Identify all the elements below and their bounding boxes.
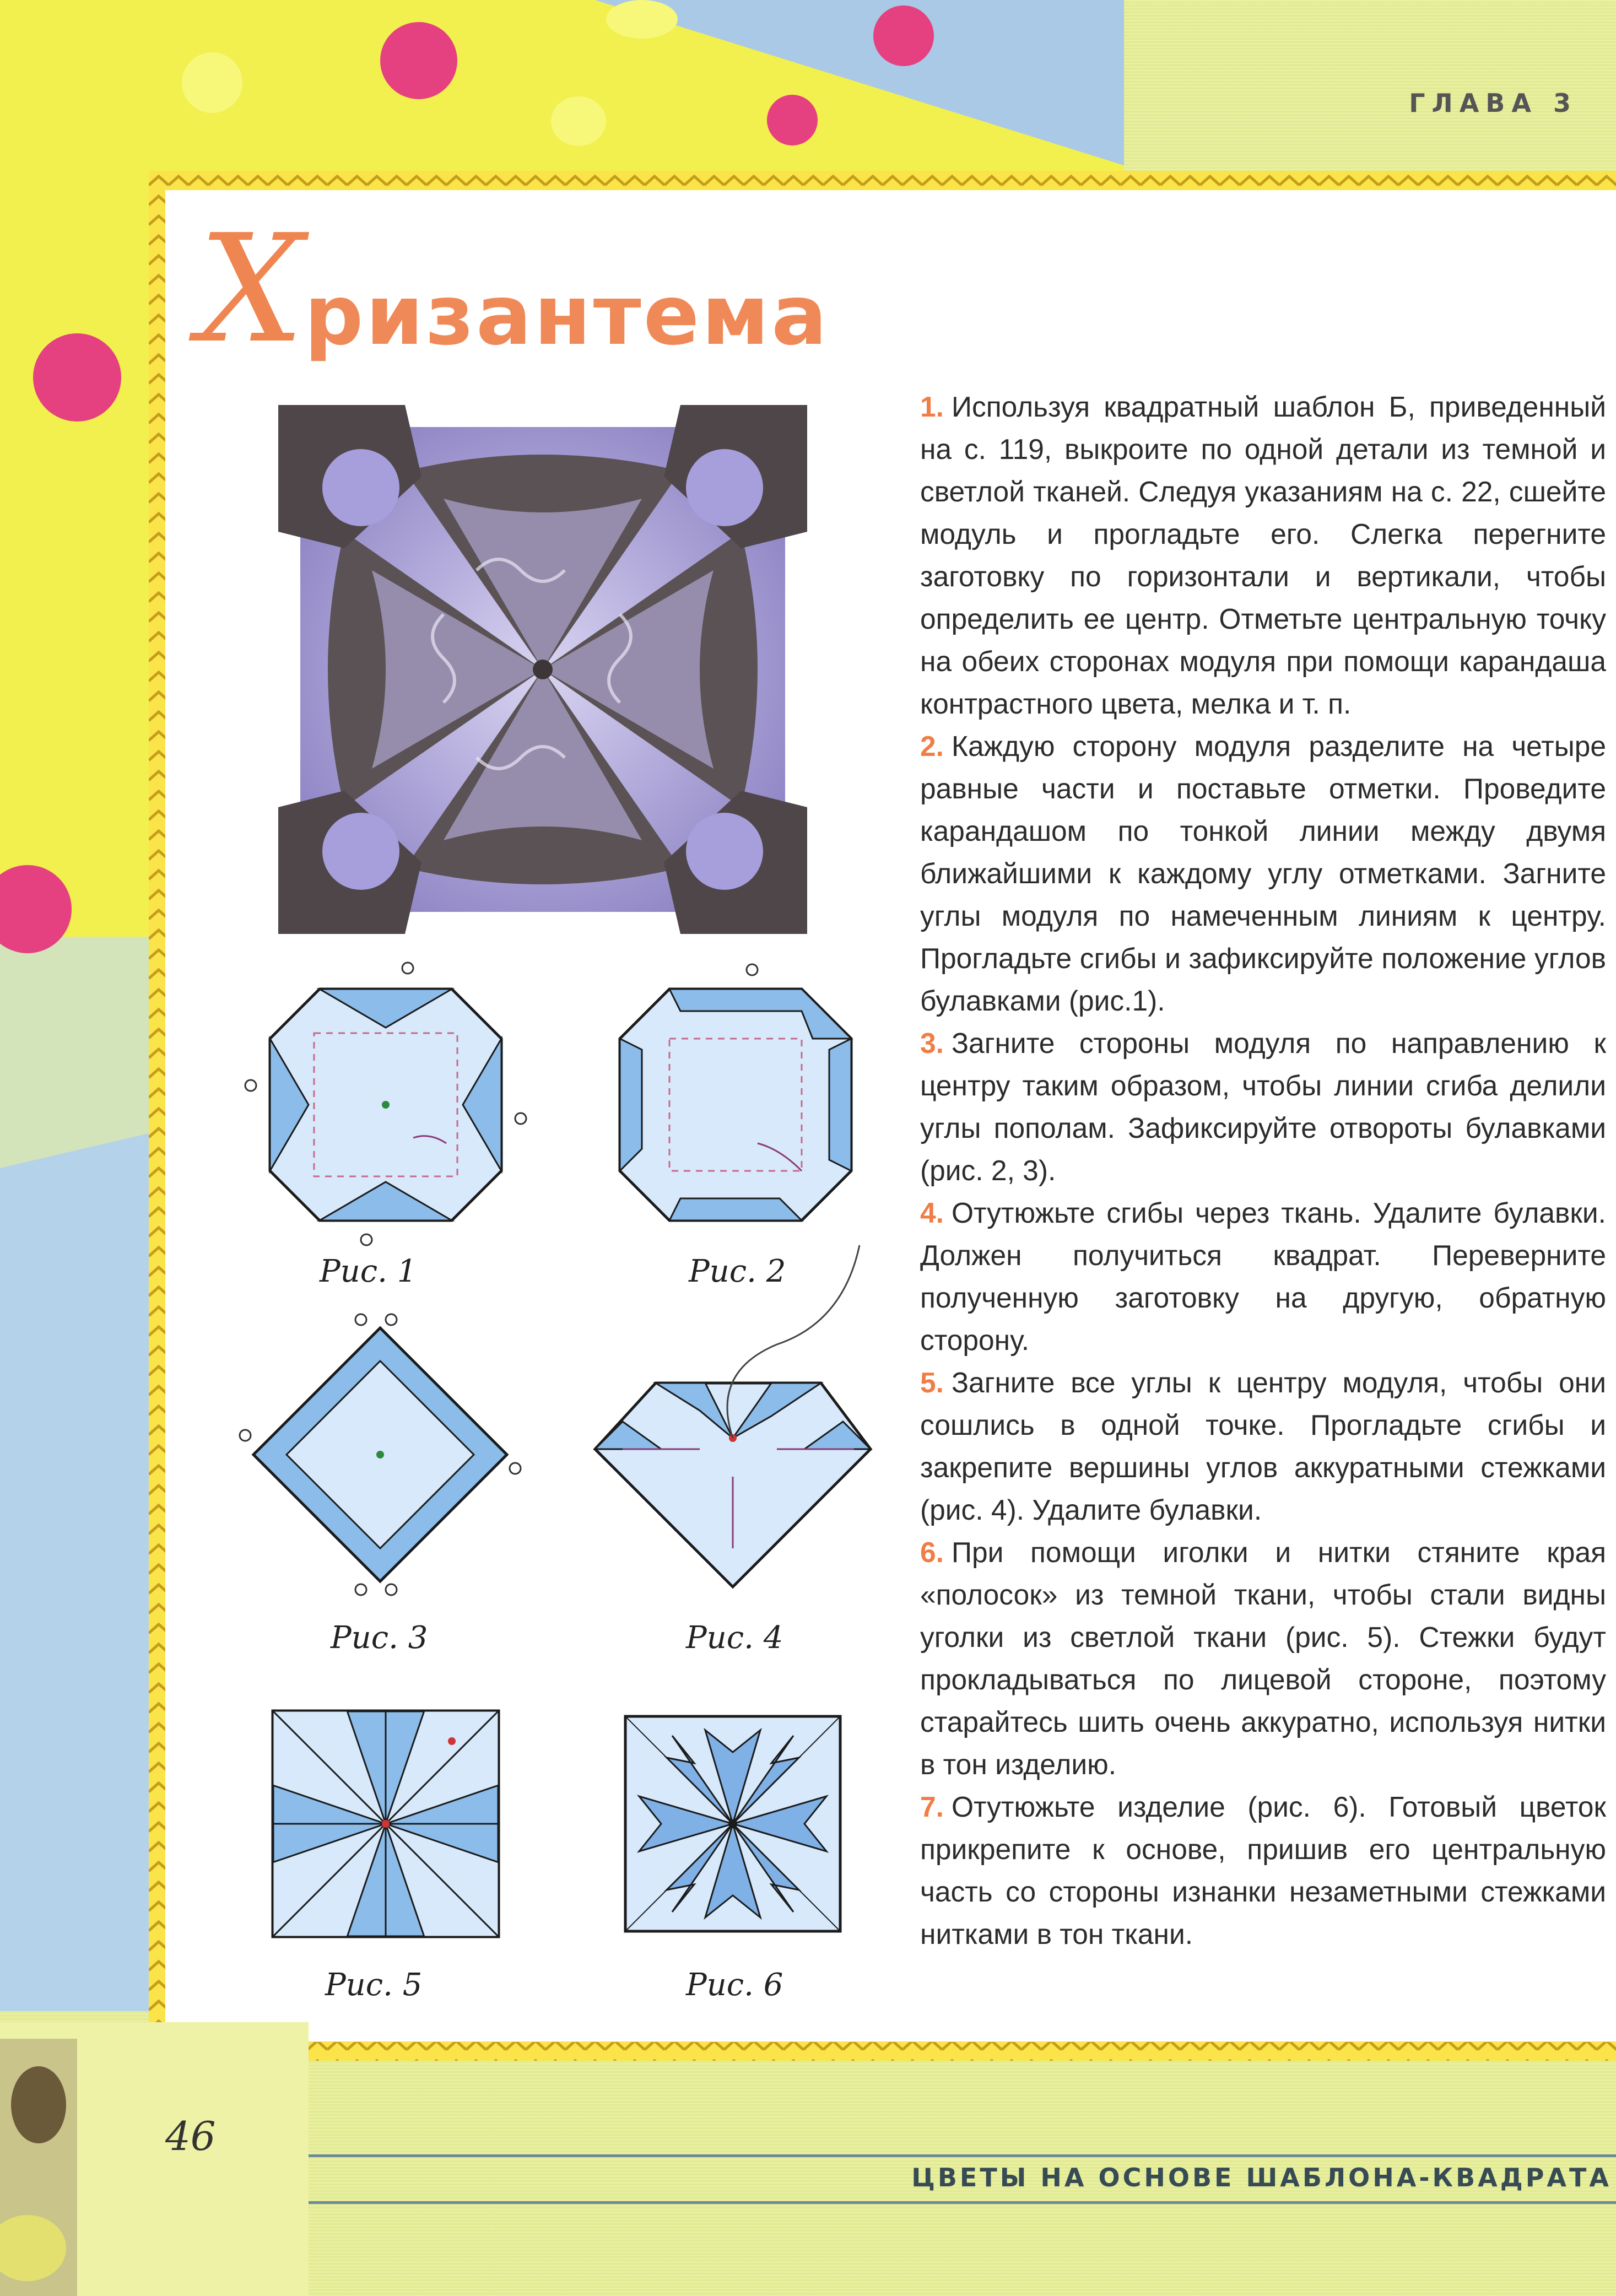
yellow-dot xyxy=(551,96,606,146)
figure-6-caption: Рис. 6 xyxy=(686,1967,783,2003)
step-5 xyxy=(920,1362,1606,1531)
page-title xyxy=(198,202,830,380)
step-text: Отутюжьте изделие (рис. 6). Готовый цветок прикрепите к основе, пришив его центральную часть со стороны изнанки незаметными стежками нитками в тон ткани. xyxy=(920,1791,1606,1950)
figure-6-diagram xyxy=(623,1714,843,1934)
figure-5-diagram xyxy=(270,1708,501,1940)
step-6 xyxy=(920,1531,1606,1786)
chapter-label: ГЛАВА 3 xyxy=(1409,88,1577,118)
step-text: Каждую сторону модуля разделите на четыре равные части и поставьте отметки. Проведите карандашом по тонкой линии между двумя ближайшими к каждому углу отметками. Загните углы модуля по намеченным линиям к центру. Прогладьте сгибы и зафиксируйте положение углов булавками (рис.1). xyxy=(920,730,1606,1017)
figure-3-caption: Рис. 3 xyxy=(331,1620,428,1656)
decorative-blue-strip xyxy=(0,937,165,2039)
figure-1-caption: Рис. 1 xyxy=(320,1254,417,1289)
step-number: 1. xyxy=(920,391,944,423)
step-text: При помощи иголки и нитки стяните края «полосок» из темной ткани, чтобы стали видны уголки из светлой ткани (рис. 5). Стежки будут прокладываться по лицевой стороне, поэтому старайтесь шить очень аккуратно, используя нитки в тон изделию. xyxy=(920,1536,1606,1780)
footer-rule-bottom xyxy=(309,2201,1616,2204)
step-text: Отутюжьте сгибы через ткань. Удалите булавки. Должен получиться квадрат. Переверните полученную заготовку на другую, обратную сторону. xyxy=(920,1197,1606,1356)
pink-dot xyxy=(767,95,818,145)
step-7 xyxy=(920,1786,1606,1955)
figure-5-caption: Рис. 5 xyxy=(325,1967,423,2003)
instructions xyxy=(920,386,1606,1955)
pink-dot xyxy=(380,22,457,99)
yellow-dot xyxy=(182,52,242,113)
figure-3-diagram xyxy=(237,1311,523,1598)
title-initial: Х xyxy=(198,202,305,376)
page-number: 46 xyxy=(165,2113,216,2159)
step-number: 2. xyxy=(920,730,944,762)
pink-dot xyxy=(873,6,934,66)
step-text: Загните все углы к центру модуля, чтобы они сошлись в одной точке. Прогладьте сгибы и закрепите вершины углов аккуратными стежками (рис. 4). Удалите булавки. xyxy=(920,1366,1606,1526)
step-number: 7. xyxy=(920,1791,944,1823)
pink-dot xyxy=(33,333,121,422)
step-number: 6. xyxy=(920,1536,944,1568)
figure-1-diagram xyxy=(242,961,529,1248)
figure-2-caption: Рис. 2 xyxy=(689,1254,786,1289)
step-number: 5. xyxy=(920,1366,944,1398)
yellow-dot xyxy=(606,0,678,39)
step-number: 4. xyxy=(920,1197,944,1229)
flower-photo-strip xyxy=(0,2039,77,2296)
figure-2-diagram xyxy=(592,961,879,1248)
step-4 xyxy=(920,1192,1606,1362)
section-title: ЦВЕТЫ НА ОСНОВЕ ШАБЛОНА-КВАДРАТА xyxy=(911,2163,1612,2192)
step-number: 3. xyxy=(920,1027,944,1059)
step-1 xyxy=(920,386,1606,725)
figure-4-diagram xyxy=(590,1240,887,1603)
chrysanthemum-photo xyxy=(278,405,807,934)
title-rest: ризантема xyxy=(304,268,830,364)
figure-4-caption: Рис. 4 xyxy=(686,1620,783,1656)
step-3 xyxy=(920,1022,1606,1192)
step-text: Загните стороны модуля по направлению к центру таким образом, чтобы линии сгиба делили углы пополам. Зафиксируйте отвороты булавками (рис. 2, 3). xyxy=(920,1027,1606,1186)
footer-rule-top xyxy=(309,2154,1616,2157)
step-text: Используя квадратный шаблон Б, приведенный на с. 119, выкроите по одной детали из темной и светлой тканей. Следуя указаниям на с. 22, сшейте модуль и прогладьте его. Слегка перегните заготовку по горизонтали и вертикали, чтобы определить ее центр. Отметьте центральную точку на обеих сторонах модуля при помощи карандаша контрастного цвета, мелка и т. п. xyxy=(920,391,1606,720)
step-2 xyxy=(920,725,1606,1022)
